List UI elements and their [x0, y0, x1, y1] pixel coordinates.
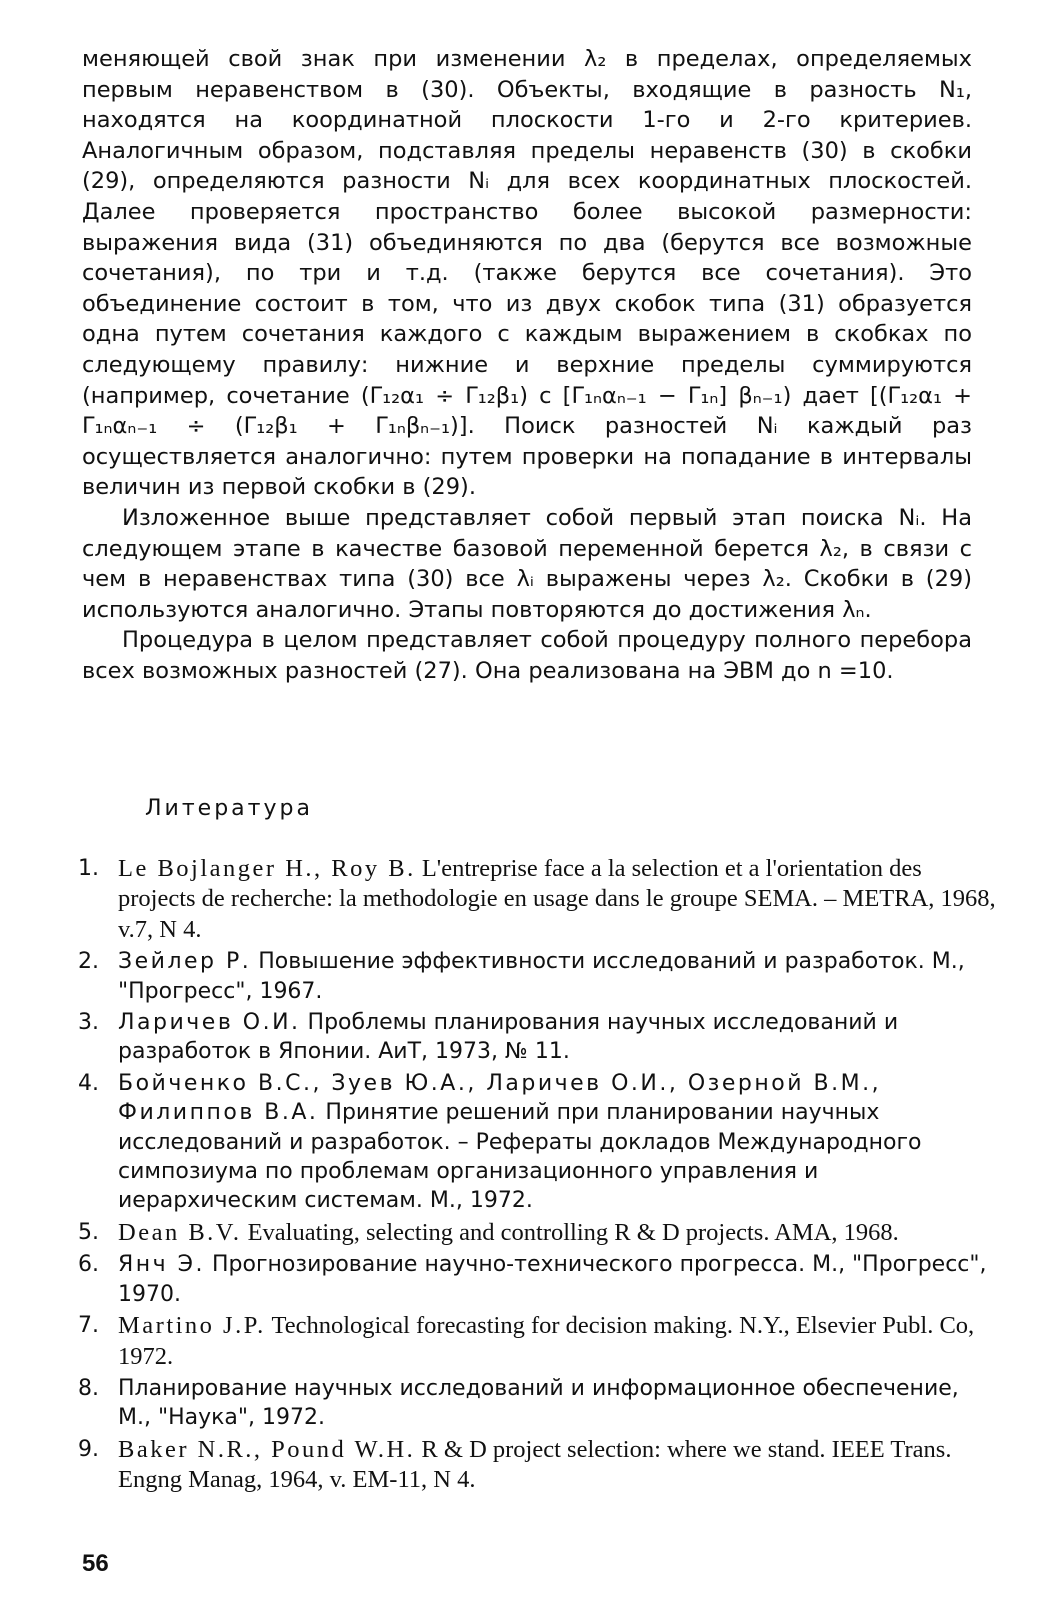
page-number: 56 — [82, 1550, 109, 1577]
reference-number: 2. — [78, 949, 99, 975]
reference-number: 7. — [78, 1313, 99, 1339]
body-text — [82, 44, 972, 686]
reference-text: R & D project selection: where we stand. IEEE Trans. Engng Manag, 1964, v. EM-11, N 4. — [118, 1435, 952, 1494]
reference-text: Повышение эффективности исследований и разработок. М., "Прогресс", 1967. — [118, 949, 965, 1004]
paragraph-3: Процедура в целом представляет собой процедуру полного перебора всех возможных разностей (27). Она реализована на ЭВМ до n =10. — [82, 627, 972, 684]
reference-item — [78, 1250, 998, 1309]
reference-author: Ларичев О.И. — [118, 1010, 301, 1036]
paragraph-1: меняющей свой знак при изменении λ₂ в пределах, определяемых первым неравенством в (30). Объекты, входящие в разность N₁, находятся на координатной плоскости 1-го и 2-го критериев. Аналогичным образом, подставляя пределы неравенств (30) в скобки (29), определяются разности Nᵢ для всех координатных плоскостей. Далее проверяется пространство более высокой размерности: выражения вида (31) объединяются по два (берутся все возможные сочетания), по три и т.д. (также берутся все сочетания). Это объединение состоит в том, что из двух скобок типа (31) образуется одна путем сочетания каждого с каждым выражением в скобках по следующему правилу: нижние и верхние пределы суммируются (например, сочетание (Γ₁₂α₁ ÷ Γ₁₂β₁) с [Γ₁ₙαₙ₋₁ − Γ₁ₙ] βₙ₋₁) дает [(Γ₁₂α₁ + Γ₁ₙαₙ₋₁ ÷ (Γ₁₂β₁ + Γ₁ₙβₙ₋₁)]. Поиск разностей Nᵢ каждый раз осуществляется аналогично: путем проверки на попадание в интервалы величин из первой скобки в (29). — [82, 46, 972, 501]
reference-number: 9. — [78, 1436, 99, 1462]
reference-author: Baker N.R., Pound W.H. — [118, 1435, 416, 1463]
reference-item — [78, 1008, 998, 1067]
paragraph-2: Изложенное выше представляет собой первый этап поиска Nᵢ. На следующем этапе в качестве базовой переменной берется λ₂, в связи с чем в неравенствах типа (30) все λᵢ выражены через λ₂. Скобки в (29) используются аналогично. Этапы повторяются до достижения λₙ. — [82, 504, 972, 623]
reference-list — [78, 854, 998, 1498]
reference-item — [78, 947, 998, 1006]
reference-number: 6. — [78, 1252, 99, 1278]
reference-text: Принятие решений при планировании научных исследований и разработок. – Рефераты докладов Международного симпозиума по проблемам организационного управления и иерархическим системам. М., 1972. — [118, 1100, 922, 1214]
reference-text: Evaluating, selecting and controlling R & D projects. AMA, 1968. — [241, 1218, 899, 1246]
reference-author: Зейлер Р. — [118, 949, 252, 975]
reference-text: Проблемы планирования научных исследований и разработок в Японии. АиТ, 1973, № 11. — [118, 1010, 899, 1065]
reference-author: Янч Э. — [118, 1252, 206, 1278]
reference-text: L'entreprise face a la selection et a l'orientation des projects de recherche: la methodologie en usage dans le groupe SEMA. – METRA, 1968, v.7, N 4. — [118, 855, 996, 943]
reference-number: 8. — [78, 1375, 99, 1401]
reference-author: Le Bojlanger H., Roy B. — [118, 855, 416, 882]
reference-author: Бойченко В.С., Зуев Ю.А., Ларичев О.И., Озерной В.М., Филиппов В.А. — [118, 1070, 882, 1126]
references-heading: Литература — [145, 796, 313, 821]
reference-number: 4. — [78, 1070, 99, 1096]
reference-author: Dean B.V. — [118, 1218, 242, 1246]
reference-author: Martino J.P. — [118, 1312, 266, 1340]
reference-item — [78, 1311, 998, 1372]
reference-number: 5. — [78, 1219, 99, 1245]
reference-item — [78, 1069, 998, 1216]
reference-item — [78, 1435, 998, 1496]
reference-item — [78, 1374, 998, 1433]
reference-number: 1. — [78, 856, 99, 881]
reference-text: Планирование научных исследований и информационное обеспечение, М., "Наука", 1972. — [118, 1375, 959, 1431]
reference-text: Technological forecasting for decision making. N.Y., Elsevier Publ. Co, 1972. — [118, 1312, 975, 1370]
reference-item — [78, 1218, 998, 1248]
reference-item — [78, 854, 998, 945]
reference-text: Прогнозирование научно-технического прогресса. М., "Прогресс", 1970. — [118, 1252, 987, 1307]
reference-number: 3. — [78, 1010, 99, 1036]
